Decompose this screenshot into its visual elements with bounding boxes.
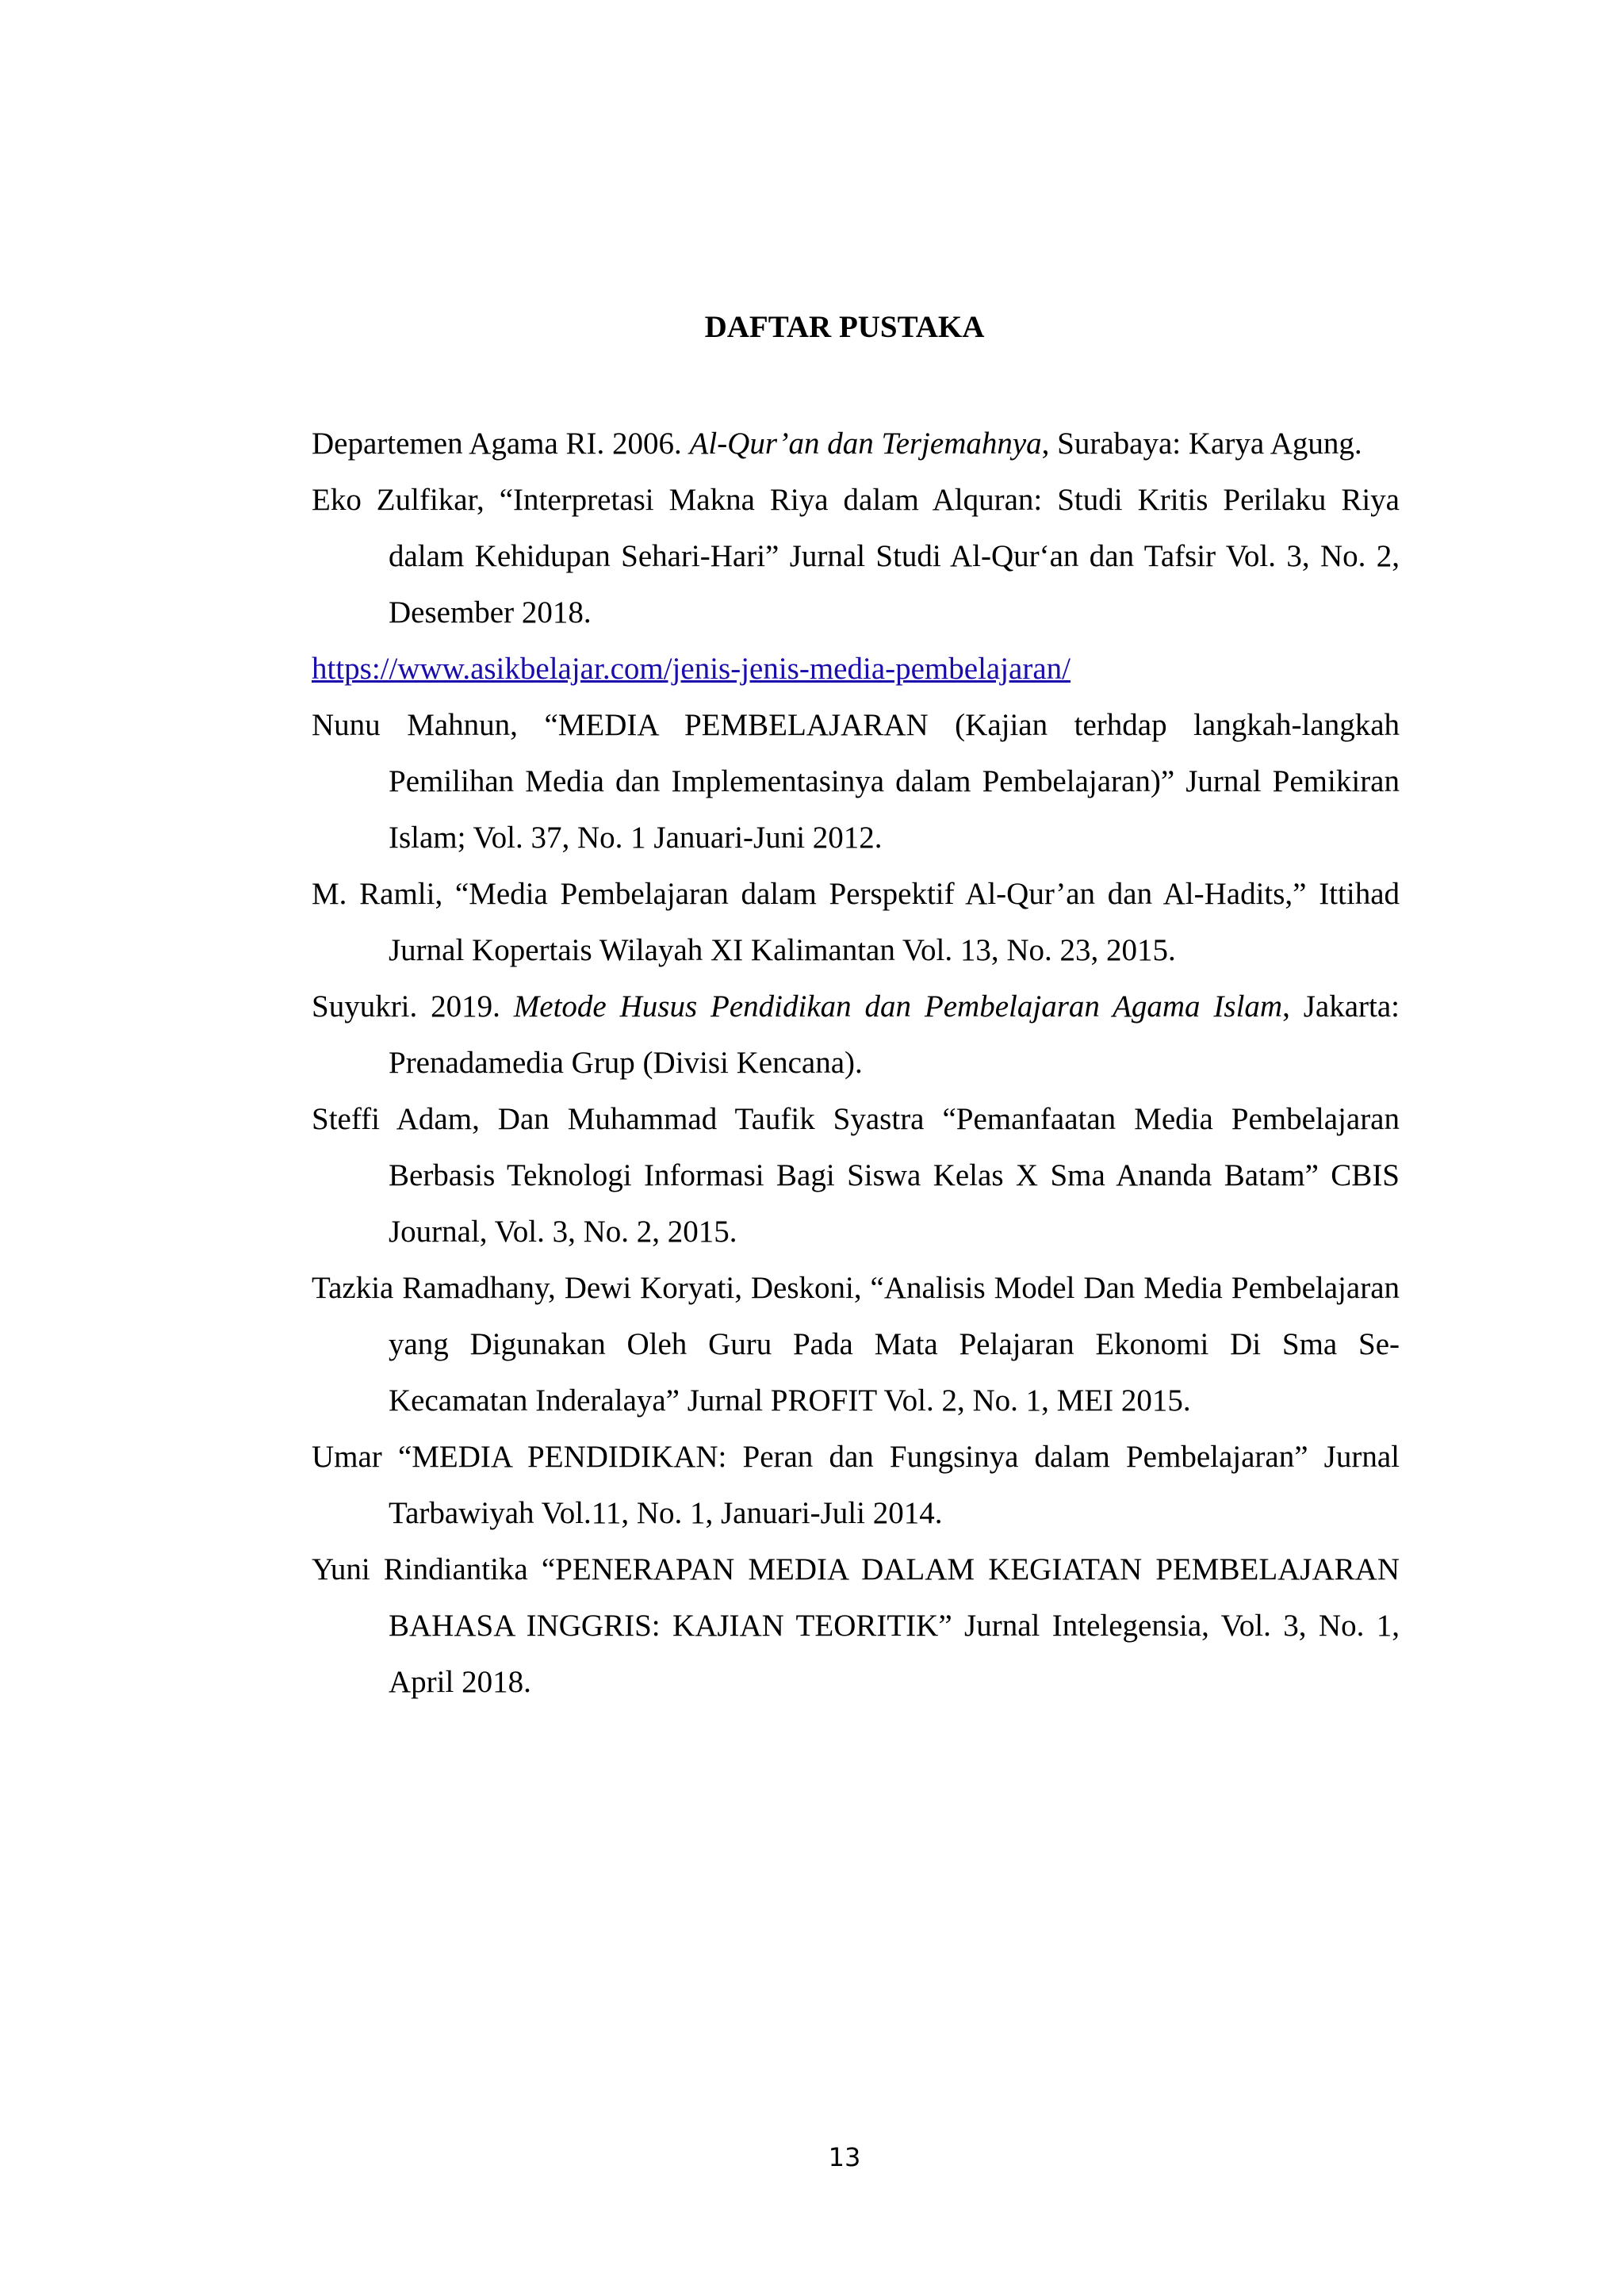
reference-text: Steffi Adam, Dan Muhammad Taufik Syastra “Pemanfaatan Media Pembelajaran Berbasis Teknologi Informasi Bagi Siswa Kelas X Sma Ananda Batam” CBIS Journal, Vol. 3, No. 2, 2015.	[312, 1102, 1400, 1249]
reference-text: Eko Zulfikar, “Interpretasi Makna Riya dalam Alquran: Studi Kritis Perilaku Riya dalam Kehidupan Sehari-Hari” Jurnal Studi Al-Qur‘an dan Tafsir Vol. 3, No. 2, Desember 2018.	[312, 483, 1400, 629]
reference-link[interactable]: https://www.asikbelajar.com/jenis-jenis-media-pembelajaran/	[312, 652, 1071, 686]
reference-text: Tazkia Ramadhany, Dewi Koryati, Deskoni, “Analisis Model Dan Media Pembelajaran yang Digunakan Oleh Guru Pada Mata Pelajaran Ekonomi Di Sma Se-Kecamatan Inderalaya” Jurnal PROFIT Vol. 2, No. 1, MEI 2015.	[312, 1271, 1400, 1418]
reference-entry-4	[312, 697, 1400, 866]
reference-text: , Jakarta: Prenadamedia Grup (Divisi Kencana).	[389, 989, 1400, 1080]
reference-text: Suyukri. 2019.	[312, 989, 514, 1024]
reference-entry-7	[312, 1091, 1400, 1260]
reference-text: Yuni Rindiantika “PENERAPAN MEDIA DALAM KEGIATAN PEMBELAJARAN BAHASA INGGRIS: KAJIAN TEORITIK” Jurnal Intelegensia, Vol. 3, No. 1, April 2018.	[312, 1552, 1400, 1699]
page-title: DAFTAR PUSTAKA	[704, 310, 985, 344]
reference-text: Umar “MEDIA PENDIDIKAN: Peran dan Fungsinya dalam Pembelajaran” Jurnal Tarbawiyah Vol.11, No. 1, Januari-Juli 2014.	[312, 1440, 1400, 1530]
reference-text: M. Ramli, “Media Pembelajaran dalam Perspektif Al-Qur’an dan Al-Hadits,” Ittihad Jurnal Kopertais Wilayah XI Kalimantan Vol. 13, No. 23, 2015.	[312, 877, 1400, 967]
reference-entry-8	[312, 1260, 1400, 1429]
reference-entry-10	[312, 1541, 1400, 1710]
reference-entry-6	[312, 978, 1400, 1091]
reference-text: Nunu Mahnun, “MEDIA PEMBELAJARAN (Kajian terhdap langkah-langkah Pemilihan Media dan Implementasinya dalam Pembelajaran)” Jurnal Pemikiran Islam; Vol. 37, No. 1 Januari-Juni 2012.	[312, 708, 1400, 855]
reference-text: , Surabaya: Karya Agung.	[1041, 427, 1362, 461]
reference-entry-2	[312, 472, 1400, 641]
reference-title-italic: Metode Husus Pendidikan dan Pembelajaran Agama Islam	[513, 989, 1283, 1024]
reference-entry-9	[312, 1429, 1400, 1541]
reference-entry-5	[312, 866, 1400, 978]
reference-title-italic: Al-Qur’an dan Terjemahnya	[689, 427, 1042, 461]
bibliography-list	[312, 415, 1400, 1710]
reference-text: Departemen Agama RI. 2006.	[312, 427, 690, 461]
reference-entry-3	[312, 641, 1400, 697]
reference-entry-1	[312, 415, 1400, 472]
page-number: 13	[828, 2142, 861, 2172]
